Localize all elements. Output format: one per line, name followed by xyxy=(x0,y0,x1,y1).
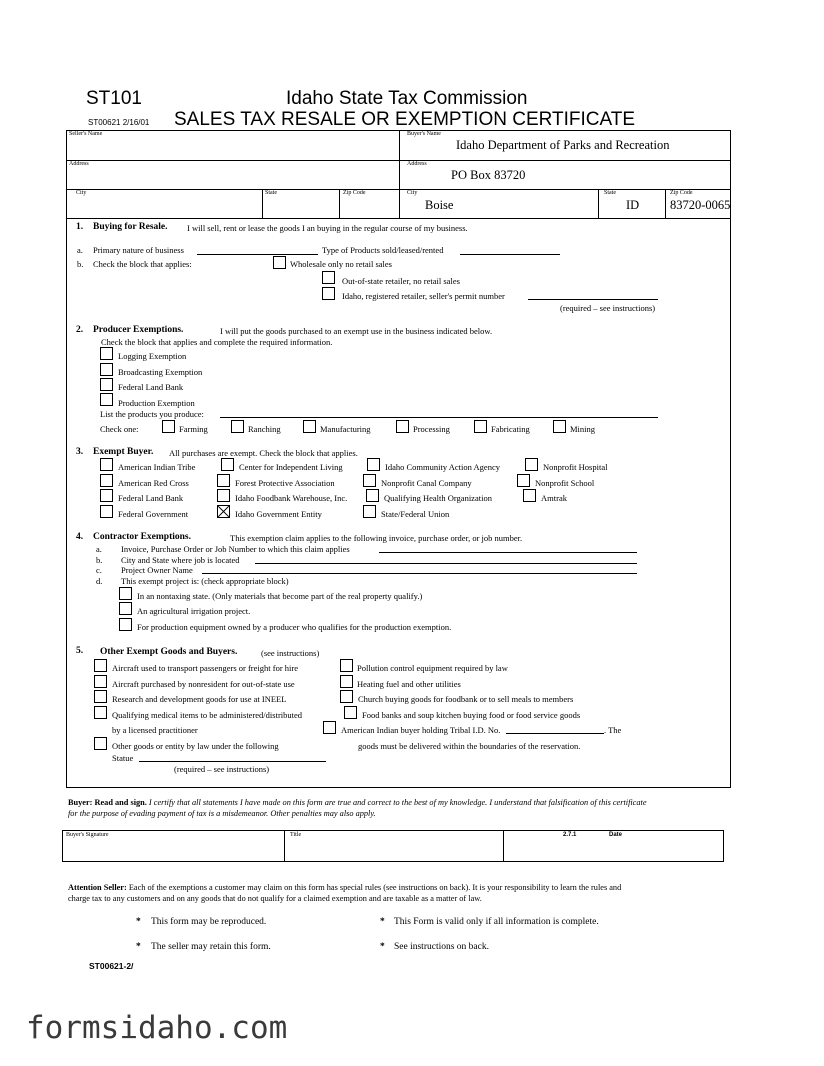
s1-required-note: (required – see instructions) xyxy=(560,303,656,313)
s3-nonprofit-hospital-label: Nonprofit Hospital xyxy=(543,462,608,472)
buyer-city-field[interactable]: Boise xyxy=(425,198,454,212)
s1-idaho-retailer-label: Idaho, registered retailer, seller's permit number xyxy=(342,291,505,301)
seller-name-label: Seller's Name xyxy=(69,131,103,137)
s4-d-letter: d. xyxy=(96,576,103,586)
s3-community-action-label: Idaho Community Action Agency xyxy=(385,462,500,472)
s2-farming-label: Farming xyxy=(179,424,208,434)
s2-subtitle: Check the block that applies and complete the required information. xyxy=(101,337,333,347)
s5-soup-kitchen-checkbox[interactable] xyxy=(344,706,357,719)
s4-irrigation-checkbox[interactable] xyxy=(119,602,132,615)
seller-zip-label: Zip Code xyxy=(343,190,366,196)
s5-medical-items-checkbox[interactable] xyxy=(94,706,107,719)
s5-heating-fuel-checkbox[interactable] xyxy=(340,675,353,688)
s2-manufacturing-checkbox[interactable] xyxy=(303,420,316,433)
s5-church-foodbank-label: Church buying goods for foodbank or to sell meals to members xyxy=(358,694,574,704)
s2-logging-label: Logging Exemption xyxy=(118,351,187,361)
s2-number: 2. xyxy=(76,325,84,335)
s5-tribal-id-label: American Indian buyer holding Tribal I.D. No. xyxy=(341,725,501,735)
seller-address-label: Address xyxy=(69,161,89,167)
buyer-zip-field[interactable]: 83720-0065 xyxy=(670,198,731,212)
certification-text: I certify that all statements I have made on this form are true and correct to the best of my knowledge. I understand that falsification of this certificate xyxy=(148,798,647,807)
s4-nontaxing-state-checkbox[interactable] xyxy=(119,587,132,600)
s3-forest-protective-checkbox[interactable] xyxy=(217,474,230,487)
certification-lead: Buyer: Read and sign. xyxy=(68,798,147,807)
s4-number: 4. xyxy=(76,532,84,542)
s1-a-label: Primary nature of business xyxy=(93,245,184,255)
s3-forest-protective-label: Forest Protective Association xyxy=(235,478,335,488)
s4-nontaxing-state-label: In an nontaxing state. (Only materials that become part of the real property qualify.) xyxy=(137,591,423,601)
note-star-1: * xyxy=(136,917,141,927)
s2-fabricating-label: Fabricating xyxy=(491,424,530,434)
s1-outofstate-checkbox[interactable] xyxy=(322,271,335,284)
s2-federal-land-bank-label: Federal Land Bank xyxy=(118,382,184,392)
s1-outofstate-label: Out-of-state retailer, no retail sales xyxy=(342,276,460,286)
note-reproduced: This form may be reproduced. xyxy=(151,917,267,927)
attention-text-cont: charge tax to any customers and on any goods that do not qualify for a claimed exemption and are taxable as a matter of law. xyxy=(68,894,482,903)
s5-title: Other Exempt Goods and Buyers. xyxy=(100,647,238,657)
s1-a-letter: a. xyxy=(77,245,83,255)
s2-products-line[interactable] xyxy=(220,417,658,418)
s5-statute-required: (required – see instructions) xyxy=(174,764,270,774)
s5-tribal-id-line[interactable] xyxy=(506,733,604,734)
form-code: ST00621 2/16/01 xyxy=(88,118,150,127)
s3-state-federal-union-checkbox[interactable] xyxy=(363,505,376,518)
date-label: Date xyxy=(609,832,623,838)
signature-label: Buyer's Signature xyxy=(66,832,109,838)
title-label: Title xyxy=(290,832,302,838)
s5-statute-line[interactable] xyxy=(139,761,326,762)
s1-products-line[interactable] xyxy=(460,254,560,255)
s5-pollution-control-label: Pollution control equipment required by law xyxy=(357,663,508,673)
s2-fabricating-checkbox[interactable] xyxy=(474,420,487,433)
attention-text: Each of the exemptions a customer may claim on this form has special rules (see instructions on back). It is your responsibility to learn the rules and xyxy=(128,883,622,892)
s1-permit-number-line[interactable] xyxy=(528,299,658,300)
s2-description: I will put the goods purchased to an exempt use in the business indicated below. xyxy=(220,326,493,336)
s3-foodbank-warehouse-checkbox[interactable] xyxy=(217,489,230,502)
s5-pollution-control-checkbox[interactable] xyxy=(340,659,353,672)
s3-state-federal-union-label: State/Federal Union xyxy=(381,509,450,519)
buyer-name-field[interactable]: Idaho Department of Parks and Recreation xyxy=(456,138,670,152)
s4-production-equipment-label: For production equipment owned by a producer who qualifies for the production exemption. xyxy=(137,622,452,632)
s2-farming-checkbox[interactable] xyxy=(162,420,175,433)
note-valid: This Form is valid only if all information is complete. xyxy=(394,917,599,927)
buyer-name-label: Buyer's Name xyxy=(407,131,441,137)
s4-irrigation-label: An agricultural irrigation project. xyxy=(137,606,251,616)
s5-aircraft-hire-checkbox[interactable] xyxy=(94,659,107,672)
title-field[interactable] xyxy=(286,840,501,860)
s4-description: This exemption claim applies to the following invoice, purchase order, or job number. xyxy=(230,533,523,543)
s4-a-letter: a. xyxy=(96,544,102,554)
buyer-address-field[interactable]: PO Box 83720 xyxy=(451,168,526,182)
s1-number: 1. xyxy=(76,222,84,232)
s4-b-letter: b. xyxy=(96,555,103,565)
s5-heating-fuel-label: Heating fuel and other utilities xyxy=(357,679,461,689)
s3-canal-company-checkbox[interactable] xyxy=(363,474,376,487)
s4-c-letter: c. xyxy=(96,565,102,575)
s4-job-location-line[interactable] xyxy=(255,563,637,564)
s5-hint: (see instructions) xyxy=(261,648,320,658)
s3-center-independent-living-label: Center for Independent Living xyxy=(239,462,343,472)
s1-wholesale-label: Wholesale only no retail sales xyxy=(290,259,392,269)
form-title: SALES TAX RESALE OR EXEMPTION CERTIFICATE xyxy=(174,109,636,130)
s3-federal-government-checkbox[interactable] xyxy=(100,505,113,518)
s3-nonprofit-hospital-checkbox[interactable] xyxy=(525,458,538,471)
s5-research-label: Research and development goods for use at INEEL xyxy=(112,694,287,704)
seller-city-label: City xyxy=(76,190,87,196)
s3-nonprofit-school-label: Nonprofit School xyxy=(535,478,595,488)
s3-health-org-label: Qualifying Health Organization xyxy=(384,493,492,503)
s2-mining-label: Mining xyxy=(570,424,596,434)
s3-federal-government-label: Federal Government xyxy=(118,509,189,519)
s5-medical-items-label: Qualifying medical items to be administered/distributed xyxy=(112,710,303,720)
s2-products-label: List the products you produce: xyxy=(100,409,204,419)
s1-business-nature-line[interactable] xyxy=(197,254,318,255)
s4-owner-name-line[interactable] xyxy=(202,573,637,574)
s5-tribal-id-suffix: . The xyxy=(604,725,622,735)
buyer-city-label: City xyxy=(407,190,418,196)
s3-description: All purchases are exempt. Check the block that applies. xyxy=(169,448,358,458)
s3-red-cross-checkbox[interactable] xyxy=(100,474,113,487)
s2-processing-label: Processing xyxy=(413,424,450,434)
footer-code: ST00621-2/ xyxy=(89,961,134,971)
s2-processing-checkbox[interactable] xyxy=(396,420,409,433)
s2-broadcasting-label: Broadcasting Exemption xyxy=(118,367,203,377)
note-retain: The seller may retain this form. xyxy=(151,942,271,952)
s2-production-checkbox[interactable] xyxy=(100,393,113,406)
s5-research-checkbox[interactable] xyxy=(94,690,107,703)
s3-idaho-government-checkbox[interactable] xyxy=(217,505,230,518)
buyer-address-label: Address xyxy=(407,161,427,167)
s5-aircraft-hire-label: Aircraft used to transport passengers or freight for hire xyxy=(112,663,298,673)
s5-other-goods-checkbox[interactable] xyxy=(94,737,107,750)
s1-products-label: Type of Products sold/leased/rented xyxy=(322,245,444,255)
attention-lead: Attention Seller: xyxy=(68,883,127,892)
s2-check-one-label: Check one: xyxy=(100,424,139,434)
buyer-state-field[interactable]: ID xyxy=(626,198,640,212)
s2-federal-land-bank-checkbox[interactable] xyxy=(100,378,113,391)
s3-number: 3. xyxy=(76,447,84,457)
s1-wholesale-checkbox[interactable] xyxy=(273,256,286,269)
buyer-zip-label: Zip Code xyxy=(670,190,693,196)
s2-ranching-label: Ranching xyxy=(248,424,281,434)
s5-aircraft-nonresident-label: Aircraft purchased by nonresident for out-of-state use xyxy=(112,679,295,689)
s2-broadcasting-checkbox[interactable] xyxy=(100,363,113,376)
s4-a-label: Invoice, Purchase Order or Job Number to which this claim applies xyxy=(121,544,350,554)
buyer-state-label: State xyxy=(604,190,616,196)
s5-reservation-label: goods must be delivered within the boundaries of the reservation. xyxy=(358,741,581,751)
s4-c-label: Project Owner Name xyxy=(121,565,193,575)
s3-canal-company-label: Nonprofit Canal Company xyxy=(381,478,472,488)
s5-number: 5. xyxy=(76,646,84,656)
note-star-4: * xyxy=(380,942,385,952)
s3-foodbank-warehouse-label: Idaho Foodbank Warehouse, Inc. xyxy=(235,493,348,503)
s5-aircraft-nonresident-checkbox[interactable] xyxy=(94,675,107,688)
s5-church-foodbank-checkbox[interactable] xyxy=(340,690,353,703)
s3-nonprofit-school-checkbox[interactable] xyxy=(517,474,530,487)
attention-seller xyxy=(68,883,621,892)
s3-amtrak-checkbox[interactable] xyxy=(523,489,536,502)
s3-federal-land-bank-checkbox[interactable] xyxy=(100,489,113,502)
s1-idaho-retailer-checkbox[interactable] xyxy=(322,287,335,300)
s2-logging-checkbox[interactable] xyxy=(100,347,113,360)
certification-statement xyxy=(68,798,647,807)
s2-title: Producer Exemptions. xyxy=(93,325,184,335)
signature-field[interactable] xyxy=(64,840,282,860)
s3-center-independent-living-checkbox[interactable] xyxy=(221,458,234,471)
certification-text-cont: for the purpose of evading payment of tax is a misdemeanor. Other penalties may also apply. xyxy=(68,809,376,818)
signature-code: 2.7.1 xyxy=(563,832,577,838)
s5-medical-items-label-cont: by a licensed practitioner xyxy=(112,725,198,735)
s1-b-label: Check the block that applies: xyxy=(93,259,192,269)
s1-title: Buying for Resale. xyxy=(93,222,168,232)
s3-community-action-checkbox[interactable] xyxy=(367,458,380,471)
s4-title: Contractor Exemptions. xyxy=(93,532,191,542)
s3-federal-land-bank-label: Federal Land Bank xyxy=(118,493,184,503)
s1-description: I will sell, rent or lease the goods I an buying in the regular course of my business. xyxy=(187,223,468,233)
note-star-3: * xyxy=(136,942,141,952)
s3-amtrak-label: Amtrak xyxy=(541,493,567,503)
seller-state-label: State xyxy=(265,190,277,196)
s1-b-letter: b. xyxy=(77,259,84,269)
s5-tribal-id-checkbox[interactable] xyxy=(323,721,336,734)
note-instructions: See instructions on back. xyxy=(394,942,489,952)
s2-production-label: Production Exemption xyxy=(118,398,195,408)
agency-name: Idaho State Tax Commission xyxy=(286,88,528,109)
s3-american-indian-tribe-label: American Indian Tribe xyxy=(118,462,196,472)
watermark: formsidaho.com xyxy=(26,1010,288,1046)
s5-other-goods-label: Other goods or entity by law under the following xyxy=(112,741,279,751)
s2-mining-checkbox[interactable] xyxy=(553,420,566,433)
s4-production-equipment-checkbox[interactable] xyxy=(119,618,132,631)
s3-idaho-government-label: Idaho Government Entity xyxy=(235,509,322,519)
s3-title: Exempt Buyer. xyxy=(93,447,154,457)
s5-statute-label: Statue xyxy=(112,753,134,763)
s3-american-indian-tribe-checkbox[interactable] xyxy=(100,458,113,471)
s4-d-label: This exempt project is: (check appropriate block) xyxy=(121,576,289,586)
date-field[interactable] xyxy=(505,840,722,860)
s4-invoice-line[interactable] xyxy=(379,552,637,553)
s3-red-cross-label: American Red Cross xyxy=(118,478,189,488)
form-id: ST101 xyxy=(86,88,142,109)
note-star-2: * xyxy=(380,917,385,927)
s5-soup-kitchen-label: Food banks and soup kitchen buying food or food service goods xyxy=(362,710,581,720)
s2-ranching-checkbox[interactable] xyxy=(231,420,244,433)
s4-b-label: City and State where job is located xyxy=(121,555,240,565)
s3-health-org-checkbox[interactable] xyxy=(366,489,379,502)
s2-manufacturing-label: Manufacturing xyxy=(320,424,371,434)
